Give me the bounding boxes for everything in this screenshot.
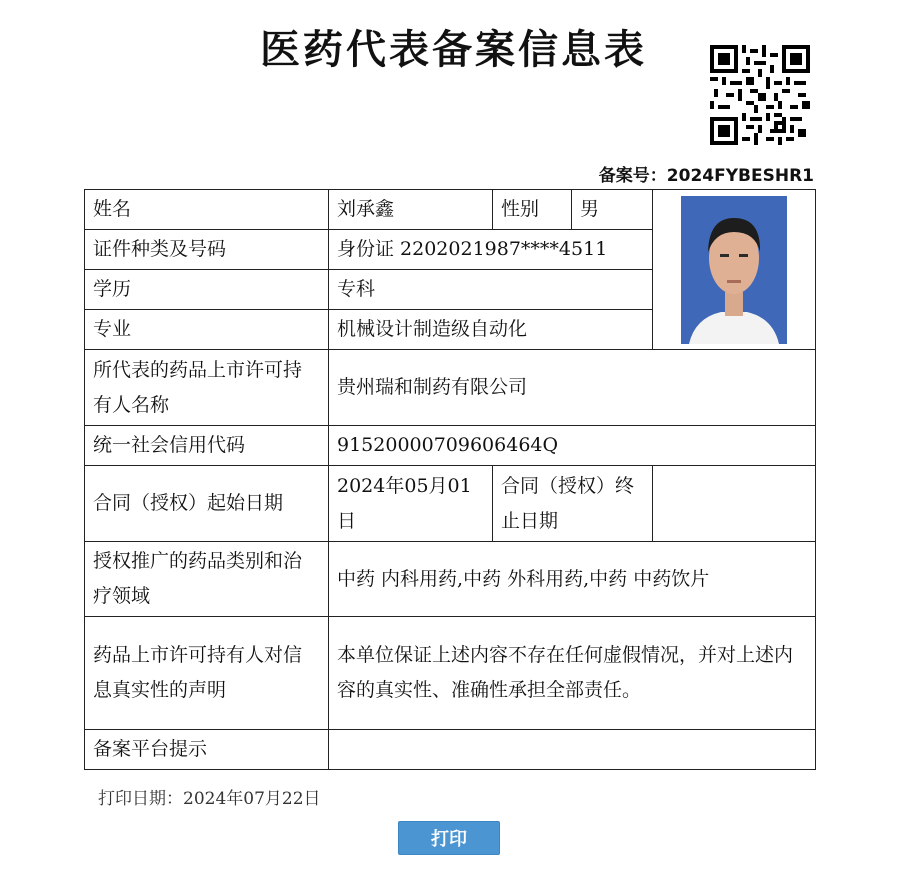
statement-value: 本单位保证上述内容不存在任何虚假情况，并对上述内容的真实性、准确性承担全部责任。	[329, 617, 816, 730]
major-value: 机械设计制造级自动化	[329, 310, 653, 350]
photo-cell	[653, 190, 816, 350]
end-date-label: 合同（授权）终止日期	[493, 466, 653, 542]
start-date-label: 合同（授权）起始日期	[85, 466, 329, 542]
id-label: 证件种类及号码	[85, 230, 329, 270]
row-holder	[85, 350, 816, 426]
name-label: 姓名	[85, 190, 329, 230]
record-number-label: 备案号：	[598, 166, 667, 186]
row-platform-tips	[85, 730, 816, 770]
row-scope	[85, 542, 816, 617]
platform-tips-value	[329, 730, 816, 770]
id-value: 身份证 2202021987****4511	[329, 230, 653, 270]
credit-code-value: 91520000709606464Q	[329, 426, 816, 466]
holder-value: 贵州瑞和制药有限公司	[329, 350, 816, 426]
qr-code	[710, 45, 810, 145]
record-number	[599, 161, 814, 186]
education-value: 专科	[329, 270, 653, 310]
major-label: 专业	[85, 310, 329, 350]
row-contract-dates	[85, 466, 816, 542]
holder-label: 所代表的药品上市许可持有人名称	[85, 350, 329, 426]
record-number-value: 2024FYBESHR1	[666, 166, 814, 186]
name-value: 刘承鑫	[329, 190, 493, 230]
row-credit-code	[85, 426, 816, 466]
print-date: 打印日期：2024年07月22日	[98, 789, 321, 809]
avatar-photo	[681, 196, 787, 344]
row-statement	[85, 617, 816, 730]
print-button[interactable]: 打印	[398, 821, 500, 855]
page-title: 医药代表备案信息表	[260, 27, 647, 73]
platform-tips-label: 备案平台提示	[85, 730, 329, 770]
education-label: 学历	[85, 270, 329, 310]
row-name	[85, 190, 816, 230]
gender-value: 男	[572, 190, 653, 230]
scope-label: 授权推广的药品类别和治疗领域	[85, 542, 329, 617]
gender-label: 性别	[493, 190, 572, 230]
end-date-value	[653, 466, 816, 542]
statement-label: 药品上市许可持有人对信息真实性的声明	[85, 617, 329, 730]
scope-value: 中药 内科用药,中药 外科用药,中药 中药饮片	[329, 542, 816, 617]
start-date-value: 2024年05月01日	[329, 466, 493, 542]
credit-code-label: 统一社会信用代码	[85, 426, 329, 466]
info-table	[84, 189, 816, 770]
